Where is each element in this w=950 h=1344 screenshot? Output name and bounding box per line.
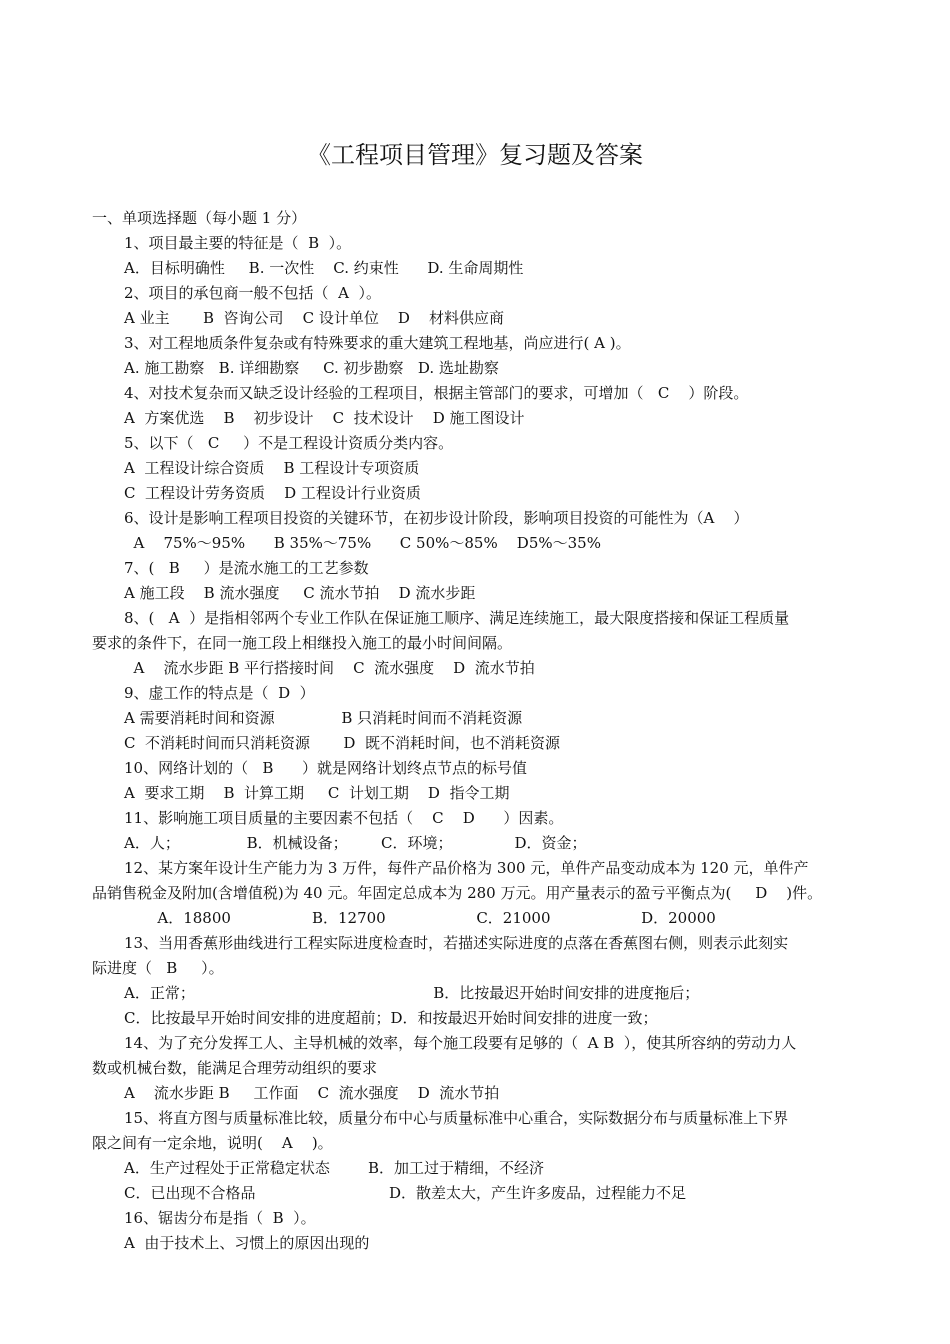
text-line: 8、( A ）是指相邻两个专业工作队在保证施工顺序、满足连续施工，最大限度搭接和保证工程质量 <box>124 609 790 627</box>
text-line: 16、锯齿分布是指（ B ）。 <box>124 1209 316 1227</box>
text-line: 9、虚工作的特点是（ D ） <box>124 684 315 702</box>
text-line: 14、为了充分发挥工人、主导机械的效率，每个施工段要有足够的（ A B ），使其所容纳的劳动力人 <box>124 1034 797 1052</box>
text-line: A 方案优选 B 初步设计 C 技术设计 D 施工图设计 <box>124 409 525 427</box>
text-line: 际进度（ B ）。 <box>92 959 224 977</box>
text-line: 6、设计是影响工程项目投资的关键环节，在初步设计阶段，影响项目投资的可能性为（A ） <box>124 509 749 527</box>
text-line: A 需要消耗时间和资源 B 只消耗时间而不消耗资源 <box>124 709 523 727</box>
text-line: A 要求工期 B 计算工期 C 计划工期 D 指令工期 <box>124 784 510 802</box>
text-line: 限之间有一定余地，说明( A )。 <box>92 1134 333 1152</box>
text-line: C．比按最早开始时间安排的进度超前；D．和按最迟开始时间安排的进度一致； <box>124 1009 658 1027</box>
text-line: A．生产过程处于正常稳定状态 B．加工过于精细，不经济 <box>124 1159 545 1177</box>
text-line: C 不消耗时间而只消耗资源 D 既不消耗时间，也不消耗资源 <box>124 734 560 752</box>
text-line: A．目标明确性 B. 一次性 C. 约束性 D. 生命周期性 <box>124 259 524 277</box>
text-line: 4、对技术复杂而又缺乏设计经验的工程项目，根据主管部门的要求，可增加（ C ）阶段。 <box>124 384 749 402</box>
text-line: A 施工段 B 流水强度 C 流水节拍 D 流水步距 <box>124 584 476 602</box>
text-line: A 由于技术上、习惯上的原因出现的 <box>124 1234 370 1252</box>
text-line: C．已出现不合格品 D．散差太大，产生许多废品，过程能力不足 <box>124 1184 687 1202</box>
text-line: 12、某方案年设计生产能力为 3 万件，每件产品价格为 300 元，单件产品变动成本为 120 元，单件产 <box>124 859 809 877</box>
text-line: 15、将直方图与质量标准比较，质量分布中心与质量标准中心重合，实际数据分布与质量标准上下界 <box>124 1109 789 1127</box>
text-line: 1、项目最主要的特征是（ B ）。 <box>124 234 352 252</box>
text-line: 2、项目的承包商一般不包括（ A ）。 <box>124 284 381 302</box>
text-line: A. 施工勘察 B. 详细勘察 C. 初步勘察 D. 选址勘察 <box>124 359 499 377</box>
text-line: C 工程设计劳务资质 D 工程设计行业资质 <box>124 484 421 502</box>
page-title: 《工程项目管理》复习题及答案 <box>307 141 643 169</box>
text-line: 10、网络计划的（ B ）就是网络计划终点节点的标号值 <box>124 759 528 777</box>
text-line: A 75%～95% B 35%～75% C 50%～85% D5%～35% <box>124 534 601 552</box>
text-line: A．正常； B．比按最迟开始时间安排的进度拖后； <box>124 984 700 1002</box>
text-line: 7、( B ）是流水施工的工艺参数 <box>124 559 369 577</box>
text-line: A 业主 B 咨询公司 C 设计单位 D 材料供应商 <box>124 309 505 327</box>
text-line: A 流水步距 B 平行搭接时间 C 流水强度 D 流水节拍 <box>124 659 535 677</box>
text-line: A．人； B．机械设备； C．环境； D．资金； <box>124 834 587 852</box>
text-line: 品销售税金及附加(含增值税)为 40 元。年固定总成本为 280 万元。用产量表示的盈亏平衡点为( D )件。 <box>92 884 823 902</box>
text-line: 13、当用香蕉形曲线进行工程实际进度检查时，若描述实际进度的点落在香蕉图右侧，则表示此刻实 <box>124 934 789 952</box>
text-line: 要求的条件下，在同一施工段上相继投入施工的最小时间间隔。 <box>92 634 513 652</box>
text-line: 3、对工程地质条件复杂或有特殊要求的重大建筑工程地基，尚应进行( A )。 <box>124 334 631 352</box>
section-heading: 一、单项选择题（每小题 1 分） <box>92 209 307 227</box>
text-line: 5、以下（ C ）不是工程设计资质分类内容。 <box>124 434 454 452</box>
text-line: 11、影响施工项目质量的主要因素不包括（ C D ）因素。 <box>124 809 564 827</box>
text-line: A 流水步距 B 工作面 C 流水强度 D 流水节拍 <box>124 1084 500 1102</box>
text-line: A 工程设计综合资质 B 工程设计专项资质 <box>124 459 420 477</box>
text-line: A．18800 B．12700 C．21000 D．20000 <box>124 909 716 927</box>
text-line: 数或机械台数，能满足合理劳动组织的要求 <box>92 1059 378 1077</box>
